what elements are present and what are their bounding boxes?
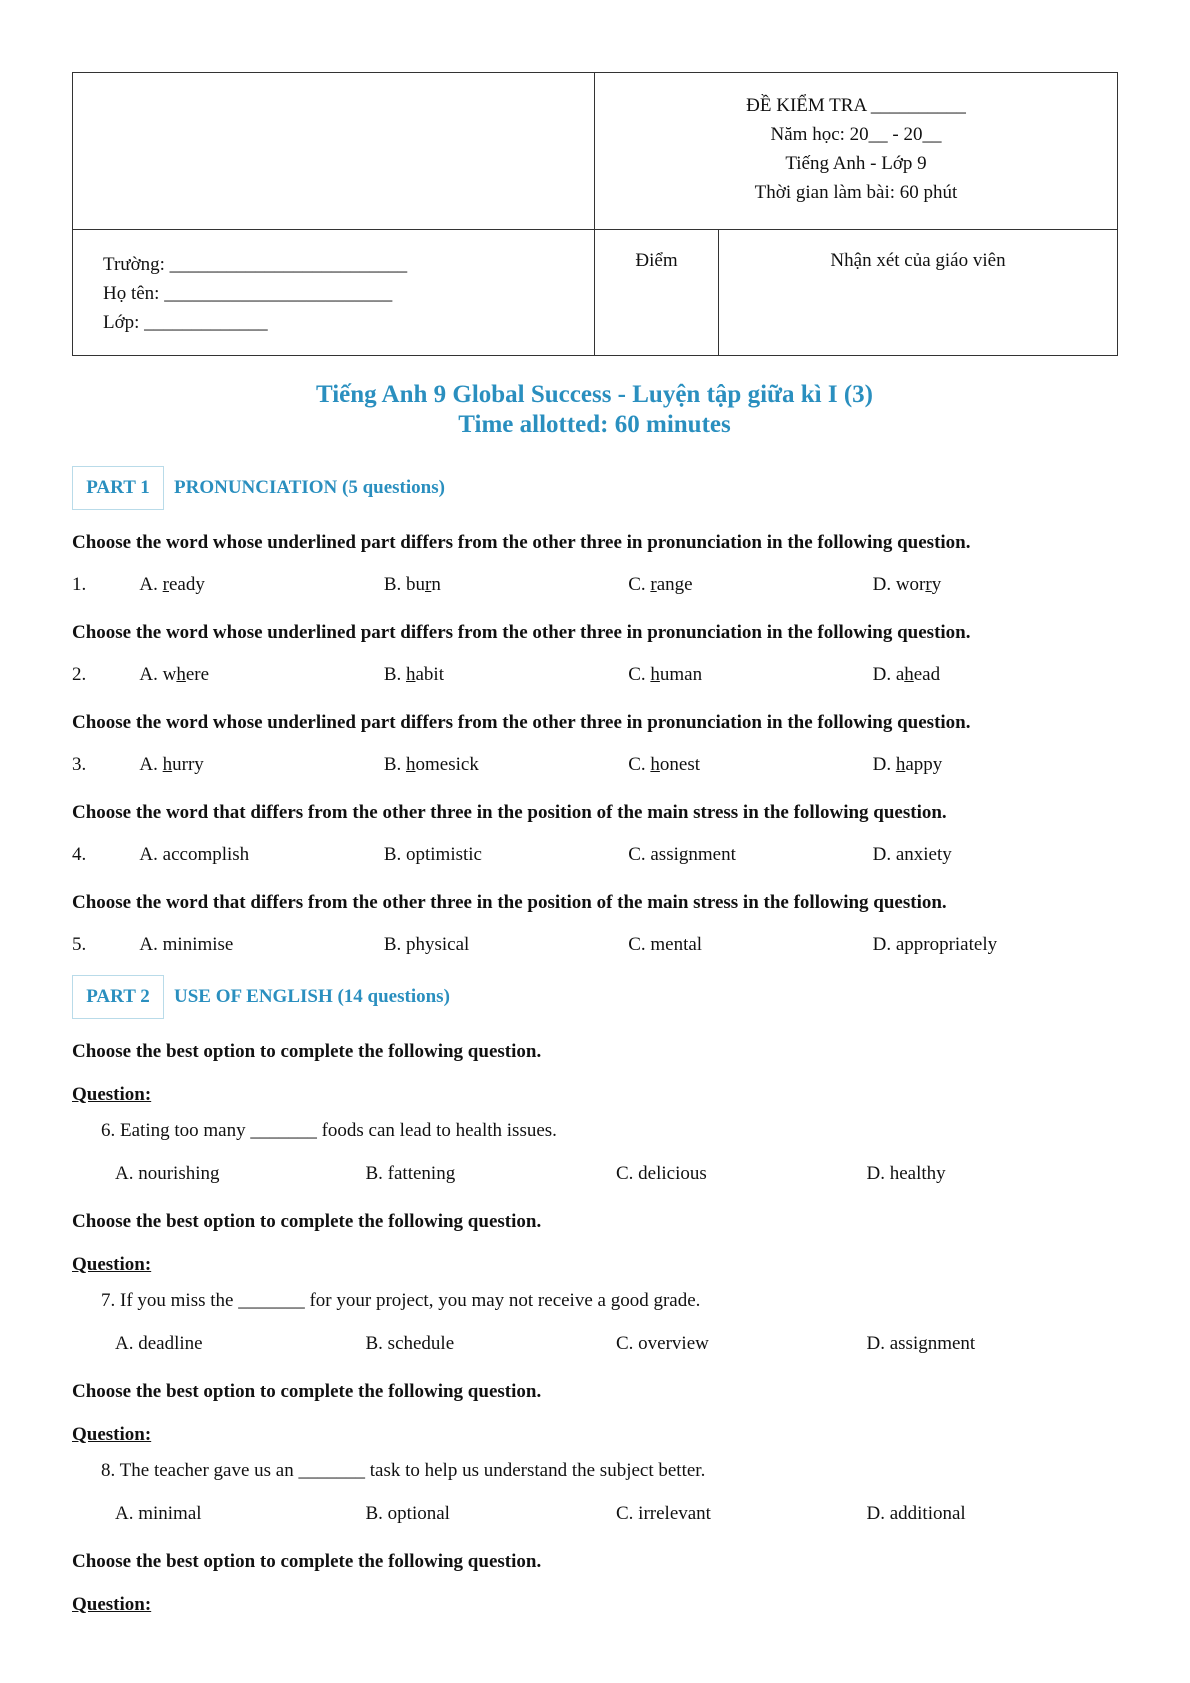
score-cell xyxy=(595,230,719,356)
exam-info-cell xyxy=(595,73,1118,230)
option-text-post: eady xyxy=(168,574,205,595)
title-line-2: Time allotted: 60 minutes xyxy=(458,411,731,438)
option-text-pre: B. xyxy=(383,664,406,685)
option-text-pre: B. optimistic xyxy=(383,844,482,865)
option-underlined-part: h xyxy=(176,664,186,685)
option-text-pre: B. physical xyxy=(383,934,470,955)
option-underlined-part: h xyxy=(650,664,660,685)
document-title xyxy=(72,380,1117,440)
option-text-pre: D. a xyxy=(872,664,905,685)
answer-option xyxy=(139,934,383,960)
school-field: Trường: _________________________ xyxy=(103,254,408,275)
option-underlined-part: r xyxy=(162,574,169,595)
answer-option: C. delicious xyxy=(616,1163,707,1184)
answer-option: B. schedule xyxy=(365,1333,455,1354)
score-label: Điểm xyxy=(635,250,678,271)
answer-option xyxy=(628,664,872,690)
question-stem: 7. If you miss the _______ for your project, you may not receive a good grade. xyxy=(101,1290,701,1311)
name-field: Họ tên: ________________________ xyxy=(103,283,393,304)
option-text-pre: C. xyxy=(628,574,651,595)
question-label: Question: xyxy=(72,1594,152,1615)
question-instruction: Choose the best option to complete the following question. xyxy=(72,1211,542,1232)
class-field: Lớp: _____________ xyxy=(103,312,268,333)
exam-title: ĐỀ KIỂM TRA __________ xyxy=(746,95,966,116)
part-2-header xyxy=(72,975,1117,1019)
question-label: Question: xyxy=(72,1084,152,1105)
question-number: 2. xyxy=(72,664,87,685)
answer-option xyxy=(139,844,383,870)
answer-option xyxy=(384,664,628,690)
exam-header-table xyxy=(72,72,1118,356)
question-instruction: Choose the word that differs from the other three in the position of the main stress in the following question. xyxy=(72,892,947,913)
option-text-post: abit xyxy=(415,664,444,685)
part-1-badge: PART 1 xyxy=(72,466,164,510)
answer-option xyxy=(384,574,628,600)
question-row xyxy=(72,934,1117,960)
part-1-questions xyxy=(72,532,1117,960)
answer-option xyxy=(139,574,383,600)
answer-option xyxy=(873,574,1117,600)
answer-option: A. minimal xyxy=(115,1503,202,1524)
answer-option xyxy=(628,844,872,870)
option-text-pre: D. appropriately xyxy=(872,934,998,955)
option-text-pre: A. minimise xyxy=(139,934,234,955)
option-underlined-part: h xyxy=(895,754,906,775)
option-underlined-part: r xyxy=(650,574,657,595)
school-year: Năm học: 20__ - 20__ xyxy=(770,124,942,145)
option-text-post: omesick xyxy=(415,754,479,775)
answer-option xyxy=(628,574,872,600)
exam-duration: Thời gian làm bài: 60 phút xyxy=(754,182,958,203)
option-text-pre: D. wor xyxy=(872,574,926,595)
answer-option xyxy=(873,844,1117,870)
question-number: 3. xyxy=(72,754,87,775)
question-number: 1. xyxy=(72,574,87,595)
question-stem: 8. The teacher gave us an _______ task to help us understand the subject better. xyxy=(101,1460,706,1481)
part-1-header xyxy=(72,466,1117,510)
option-text-post: uman xyxy=(659,664,703,685)
question-instruction: Choose the best option to complete the following question. xyxy=(72,1551,542,1572)
answer-option: A. deadline xyxy=(115,1333,203,1354)
question-instruction: Choose the word whose underlined part differs from the other three in pronunciation in the following question. xyxy=(72,532,971,553)
option-underlined-part: h xyxy=(406,664,416,685)
option-text-pre: C. mental xyxy=(628,934,703,955)
part-2-questions xyxy=(72,1041,1117,1529)
option-text-pre: A. accomplish xyxy=(139,844,250,865)
option-underlined-part: h xyxy=(406,754,416,775)
question-instruction: Choose the best option to complete the following question. xyxy=(72,1381,542,1402)
part-1-title: PRONUNCIATION (5 questions) xyxy=(174,477,445,498)
exam-page xyxy=(72,72,1117,1620)
answer-option: D. healthy xyxy=(866,1163,946,1184)
option-text-pre: B. bu xyxy=(383,574,425,595)
option-underlined-part: r xyxy=(425,574,432,595)
answer-option xyxy=(384,754,628,780)
question-instruction: Choose the word whose underlined part differs from the other three in pronunciation in the following question. xyxy=(72,712,971,733)
options-row xyxy=(72,1163,1117,1189)
logo-cell xyxy=(73,73,595,230)
question-instruction: Choose the word whose underlined part differs from the other three in pronunciation in the following question. xyxy=(72,622,971,643)
option-text-post: urry xyxy=(172,754,204,775)
option-underlined-part: h xyxy=(162,754,173,775)
answer-option: D. assignment xyxy=(866,1333,976,1354)
answer-option xyxy=(139,664,383,690)
option-text-pre: D. xyxy=(872,754,896,775)
options-row xyxy=(72,1503,1117,1529)
answer-option xyxy=(873,664,1117,690)
answer-option xyxy=(873,934,1117,960)
answer-option: C. irrelevant xyxy=(616,1503,711,1524)
teacher-comment-cell xyxy=(719,230,1118,356)
option-text-pre: A. xyxy=(139,754,163,775)
title-line-1: Tiếng Anh 9 Global Success - Luyện tập giữa kì I (3) xyxy=(315,381,873,408)
option-text-pre: C. assignment xyxy=(628,844,736,865)
answer-option xyxy=(873,754,1117,780)
answer-option: B. fattening xyxy=(365,1163,456,1184)
question-instruction: Choose the word that differs from the other three in the position of the main stress in the following question. xyxy=(72,802,947,823)
option-text-post: y xyxy=(931,574,942,595)
student-info-cell xyxy=(73,230,595,356)
answer-option: B. optional xyxy=(365,1503,450,1524)
option-text-post: n xyxy=(431,574,441,595)
answer-option xyxy=(628,754,872,780)
option-text-post: onest xyxy=(659,754,700,775)
option-text-post: ange xyxy=(656,574,693,595)
answer-option: C. overview xyxy=(616,1333,709,1354)
option-text-pre: B. xyxy=(383,754,406,775)
options-row xyxy=(72,1333,1117,1359)
option-text-post: appy xyxy=(905,754,943,775)
option-text-pre: A. xyxy=(139,574,163,595)
question-number: 4. xyxy=(72,844,87,865)
option-underlined-part: h xyxy=(904,664,914,685)
part-2-badge: PART 2 xyxy=(72,975,164,1019)
answer-option xyxy=(384,934,628,960)
teacher-comment-label: Nhận xét của giáo viên xyxy=(830,250,1006,271)
option-underlined-part: h xyxy=(650,754,660,775)
option-underlined-part: r xyxy=(925,574,932,595)
option-text-pre: C. xyxy=(628,754,651,775)
option-text-post: ead xyxy=(913,664,941,685)
question-instruction: Choose the best option to complete the following question. xyxy=(72,1041,542,1062)
question-row xyxy=(72,664,1117,690)
option-text-pre: A. w xyxy=(139,664,177,685)
answer-option: D. additional xyxy=(866,1503,966,1524)
part-2-title: USE OF ENGLISH (14 questions) xyxy=(174,986,450,1007)
answer-option xyxy=(139,754,383,780)
question-row xyxy=(72,844,1117,870)
option-text-pre: C. xyxy=(628,664,651,685)
option-text-pre: D. anxiety xyxy=(872,844,952,865)
answer-option xyxy=(384,844,628,870)
question-stem: 6. Eating too many _______ foods can lead to health issues. xyxy=(101,1120,557,1141)
option-text-post: ere xyxy=(185,664,210,685)
question-number: 5. xyxy=(72,934,87,955)
question-label: Question: xyxy=(72,1424,152,1445)
question-row xyxy=(72,754,1117,780)
answer-option: A. nourishing xyxy=(115,1163,220,1184)
question-label: Question: xyxy=(72,1254,152,1275)
answer-option xyxy=(628,934,872,960)
question-row xyxy=(72,574,1117,600)
subject-grade: Tiếng Anh - Lớp 9 xyxy=(785,153,927,174)
